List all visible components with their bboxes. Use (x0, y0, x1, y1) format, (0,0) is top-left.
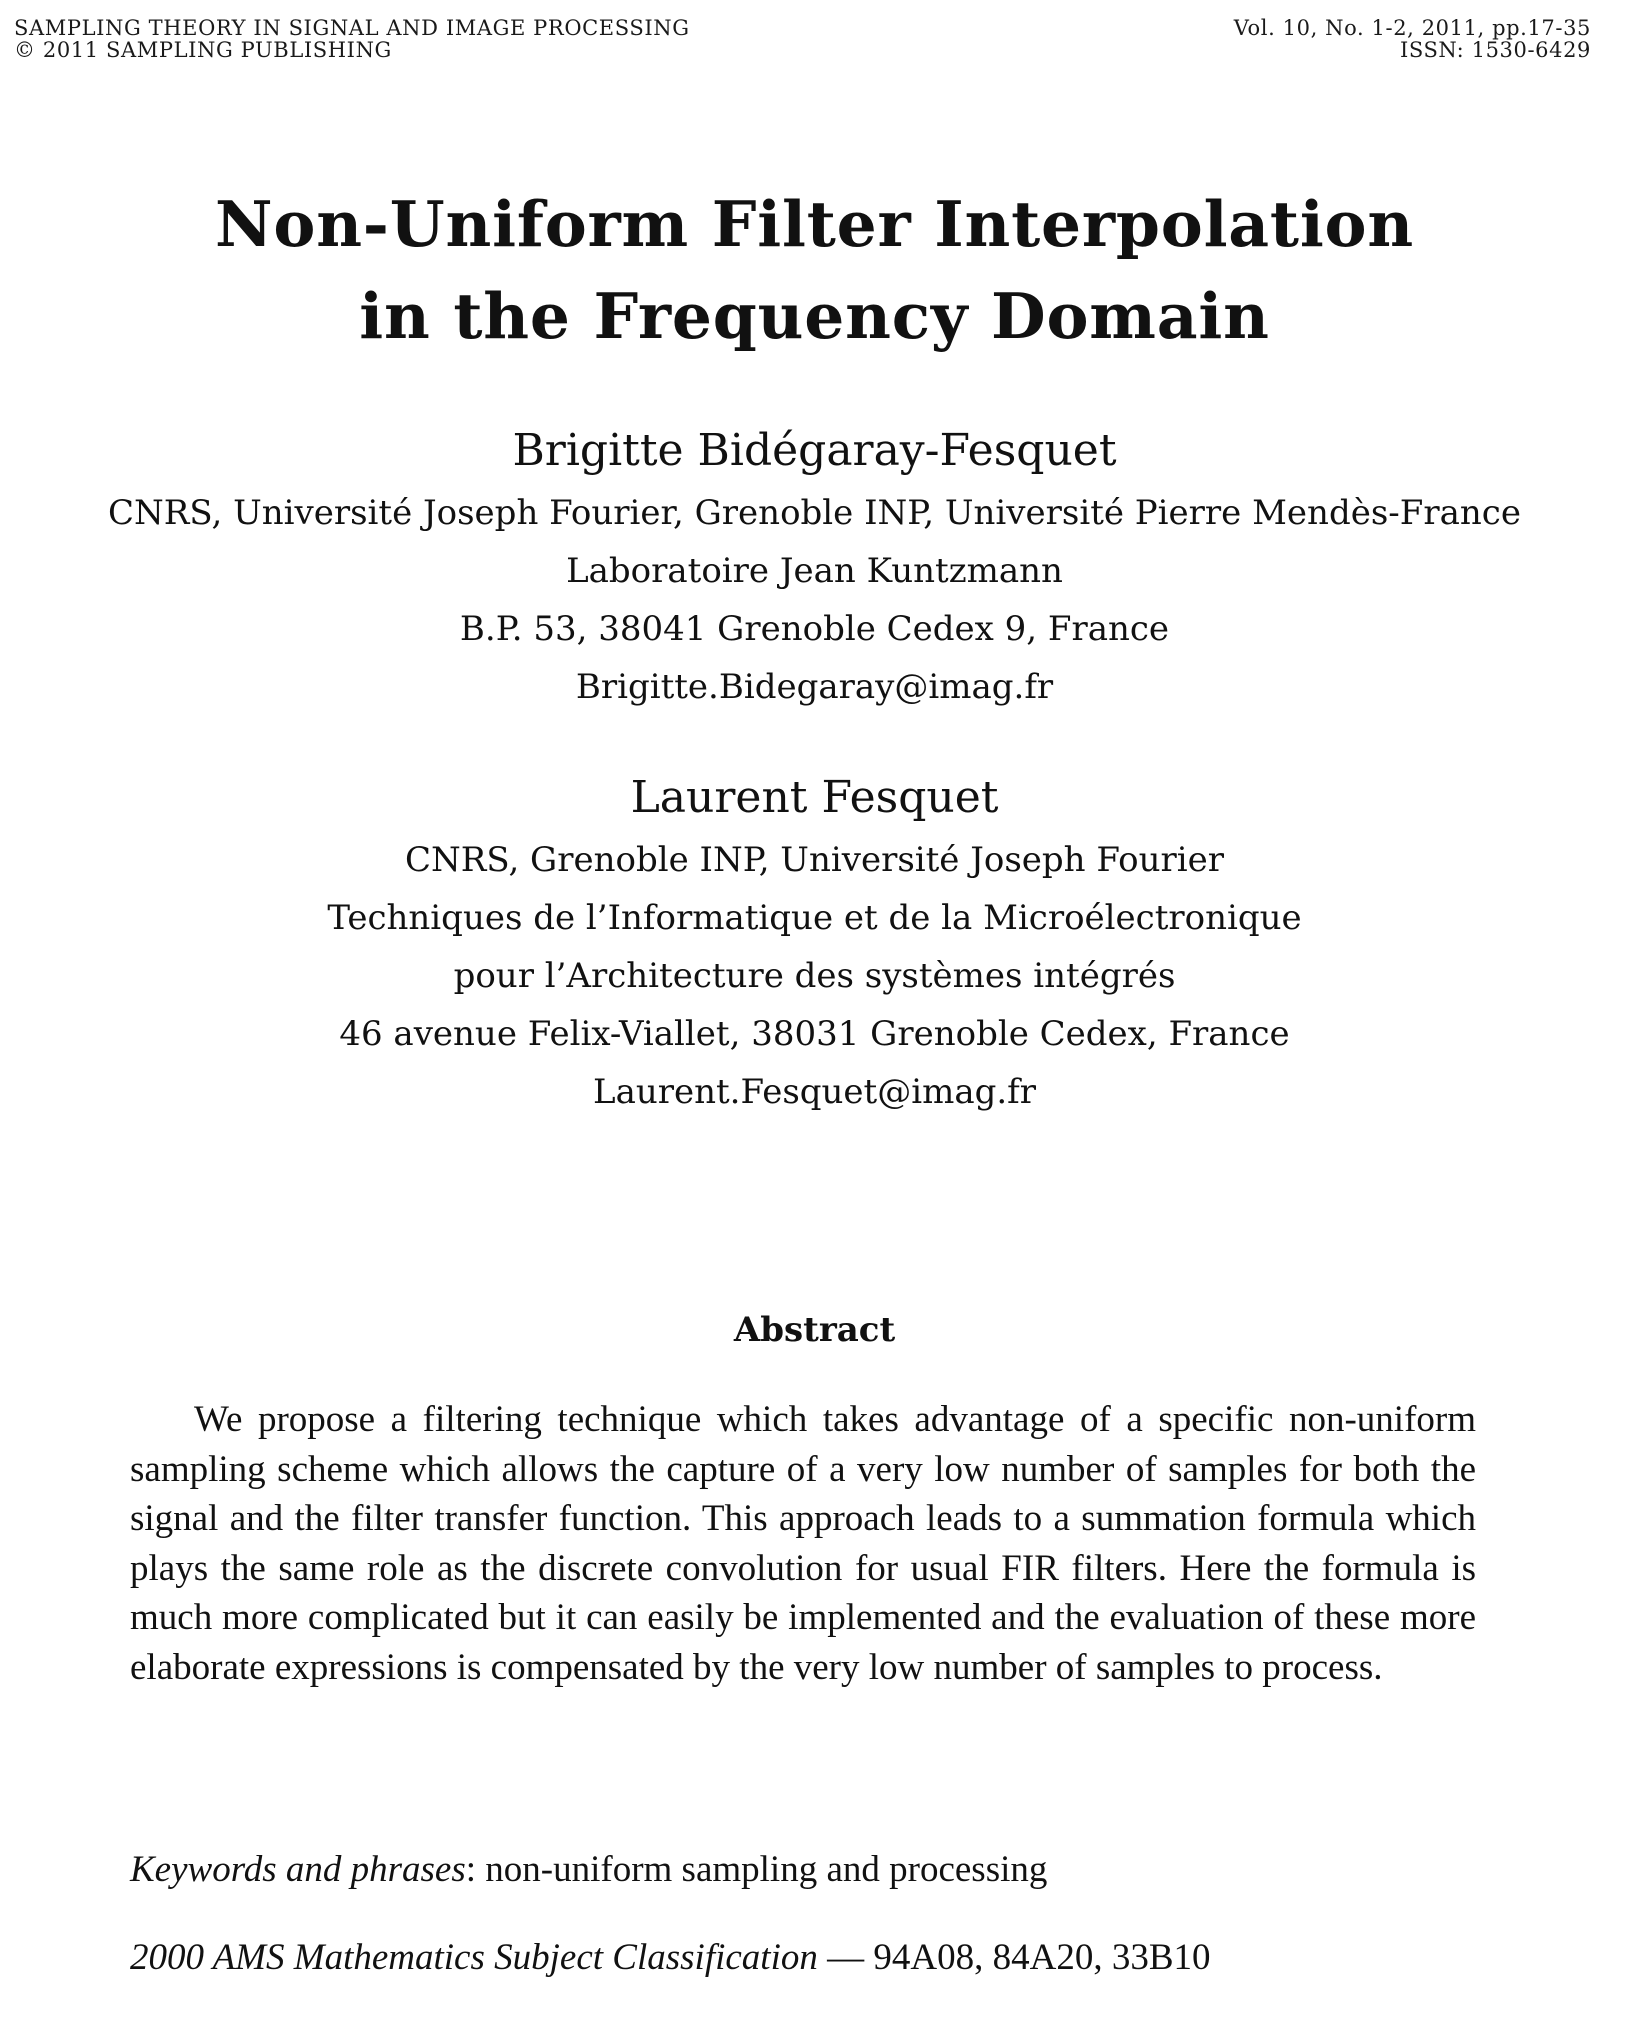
author-email: Brigitte.Bidegaray@imag.fr (575, 667, 1054, 707)
author-name: Laurent Fesquet (630, 772, 999, 823)
msc-codes: 94A08, 84A20, 33B10 (873, 1937, 1211, 1978)
affiliation-line: B.P. 53, 38041 Grenoble Cedex 9, France (459, 609, 1170, 649)
volume-info: Vol. 10, No. 1-2, 2011, pp.17-35 (1233, 16, 1591, 40)
keywords-separator: : (465, 1849, 477, 1890)
abstract-heading: Abstract (733, 1310, 896, 1350)
title-line-2: in the Frequency Domain (359, 279, 1270, 353)
affiliation-line: CNRS, Grenoble INP, Université Joseph Fourier (405, 840, 1224, 880)
journal-name: SAMPLING THEORY IN SIGNAL AND IMAGE PROCESSING (14, 16, 690, 40)
affiliation-line: 46 avenue Felix-Viallet, 38031 Grenoble Cedex, France (339, 1014, 1290, 1054)
msc-separator: — (827, 1937, 865, 1978)
author-block-1 (0, 426, 1629, 716)
affiliation-line: CNRS, Université Joseph Fourier, Grenoble INP, Université Pierre Mendès-France (108, 493, 1521, 533)
running-header-left (14, 17, 690, 61)
author-email: Laurent.Fesquet@imag.fr (592, 1072, 1037, 1112)
keywords-line (130, 1848, 1047, 1892)
affiliation-line: Techniques de l’Informatique et de la Microélectronique (327, 898, 1302, 938)
affiliation-line: pour l’Architecture des systèmes intégrés (453, 956, 1176, 996)
msc-line (130, 1936, 1211, 1980)
paper-title (0, 178, 1629, 362)
copyright-line: © 2011 SAMPLING PUBLISHING (14, 38, 392, 62)
title-line-1: Non-Uniform Filter Interpolation (215, 187, 1414, 261)
issn: ISSN: 1530-6429 (1399, 38, 1591, 62)
author-name: Brigitte Bidégaray-Fesquet (512, 425, 1117, 476)
running-header-right (1234, 17, 1591, 61)
keywords-value: non-uniform sampling and processing (485, 1849, 1048, 1890)
abstract-text: We propose a filtering technique which takes advantage of a specific non-uniform sampling scheme which allows the capture of a very low number of samples for both the signal and the filter transfer function. This approach leads to a summation formula which plays the same role as the discrete convolution for usual FIR filters. Here the formula is much more complicated but it can easily be implemented and the evaluation of these more elaborate expressions is compensated by the very low number of samples to process. (130, 1399, 1476, 1688)
affiliation-line: Laboratoire Jean Kuntzmann (566, 551, 1063, 591)
keywords-label: Keywords and phrases (130, 1849, 466, 1890)
author-block-2 (0, 773, 1629, 1121)
msc-label: 2000 AMS Mathematics Subject Classification (130, 1937, 818, 1978)
